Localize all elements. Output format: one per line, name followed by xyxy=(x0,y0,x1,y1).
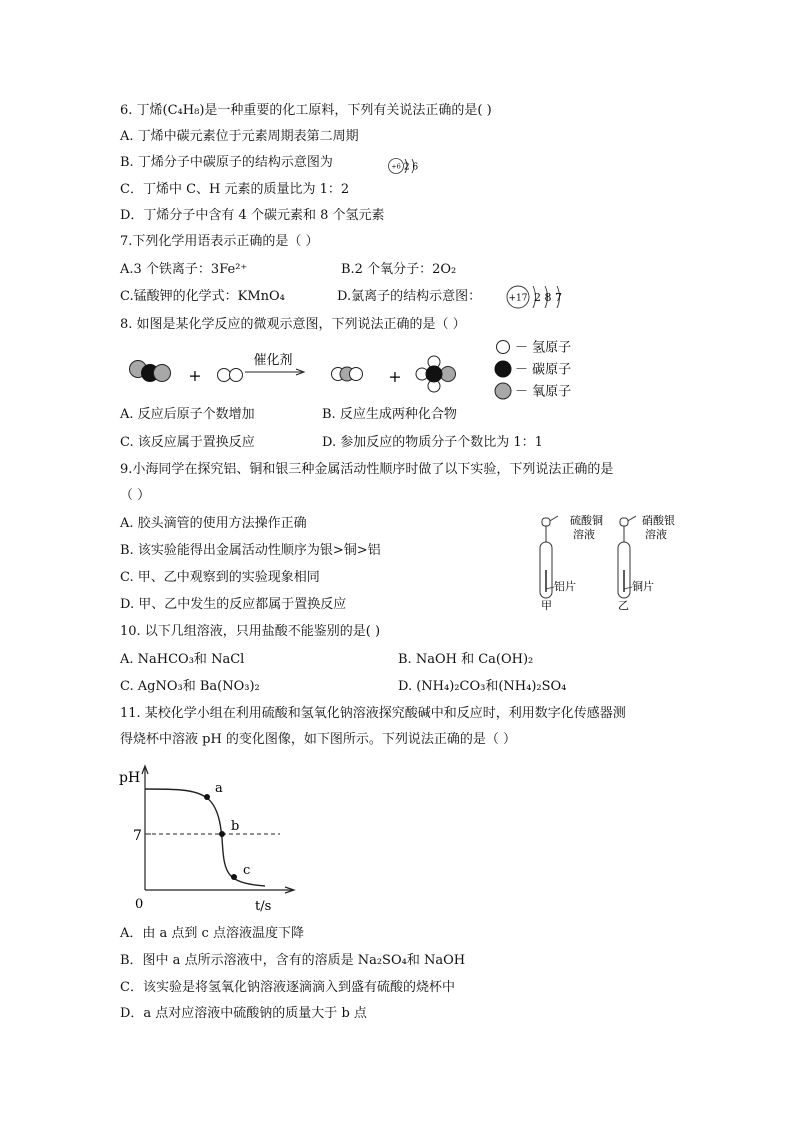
h2-molecule xyxy=(218,369,243,382)
chloride-ion-diagram xyxy=(505,282,575,312)
q6-stem: 6. 丁烯(C₄H₈)是一种重要的化工原料，下列有关说法正确的是( ) xyxy=(120,103,492,118)
q9-stem-line1: 9.小海同学在探究铝、铜和银三种金属活动性顺序时做了以下实验，下列说法正确的是 xyxy=(120,462,614,477)
point-c-label: c xyxy=(243,863,251,878)
yi-solution-label-1: 硝酸银 xyxy=(642,514,675,527)
q7-option-d: D.氯离子的结构示意图： xyxy=(337,289,482,304)
metal-experiment-figure xyxy=(530,512,700,612)
yi-label: 乙 xyxy=(618,599,629,612)
chloride-nucleus-label: +17 xyxy=(508,293,528,304)
q8-option-a: A. 反应后原子个数增加 xyxy=(120,407,255,422)
q7-option-c: C.锰酸钾的化学式：KMnO₄ xyxy=(120,289,285,304)
x-axis-label: t/s xyxy=(255,899,272,914)
q11-stem-line1: 11. 某校化学小组在利用硫酸和氢氧化钠溶液探究酸碱中和反应时，利用数字化传感器测 xyxy=(120,706,626,721)
product-molecule-1 xyxy=(332,367,363,381)
q6-option-b: B. 丁烯分子中碳原子的结构示意图为 xyxy=(120,155,333,170)
q8-option-b: B. 反应生成两种化合物 xyxy=(322,407,457,422)
legend-oxygen: － 氧原子 xyxy=(515,384,572,400)
jia-label: 甲 xyxy=(541,599,552,612)
co-molecule xyxy=(130,361,171,382)
q10-stem: 10. 以下几组溶液，只用盐酸不能鉴别的是( ) xyxy=(120,624,381,639)
yi-solution-label-2: 溶液 xyxy=(645,528,667,541)
carbon-shell-label: 2 6 xyxy=(403,162,419,173)
atom-legend xyxy=(495,341,571,400)
plus-sign-2: + xyxy=(388,367,402,386)
reaction-micro-diagram xyxy=(120,334,590,404)
jia-solution-label-2: 溶液 xyxy=(573,528,595,541)
q11-option-a: A．由 a 点到 c 点溶液温度下降 xyxy=(120,926,304,941)
q9-option-d: D. 甲、乙中发生的反应都属于置换反应 xyxy=(120,597,347,612)
q11-stem-line2: 得烧杯中溶液 pH 的变化图像，如下图所示。下列说法正确的是（ ） xyxy=(120,732,517,747)
product-molecule-2 xyxy=(416,356,456,392)
reaction-arrow xyxy=(245,352,304,375)
q10-option-d: D. (NH₄)₂CO₃和(NH₄)₂SO₄ xyxy=(398,679,567,694)
tube-yi xyxy=(618,513,675,612)
yi-metal-label: 铜片 xyxy=(632,580,654,593)
q11-option-b: B．图中 a 点所示溶液中，含有的溶质是 Na₂SO₄和 NaOH xyxy=(120,953,466,968)
jia-metal-label: 铝片 xyxy=(554,580,576,593)
y-axis-label: pH xyxy=(119,770,141,786)
q11-option-d: D．a 点对应溶液中硫酸钠的质量大于 b 点 xyxy=(120,1006,367,1021)
q8-stem: 8. 如图是某化学反应的微观示意图，下列说法正确的是（ ） xyxy=(120,317,466,332)
q6-option-d: D．丁烯分子中含有 4 个碳元素和 8 个氢元素 xyxy=(120,208,385,223)
point-c xyxy=(231,874,237,880)
q7-option-b: B.2 个氧分子：2O₂ xyxy=(341,262,457,277)
point-b xyxy=(219,831,225,837)
q7-stem: 7.下列化学用语表示正确的是（ ） xyxy=(120,234,319,249)
plus-sign: + xyxy=(188,366,202,385)
q6-option-c: C．丁烯中 C、H 元素的质量比为 1：2 xyxy=(120,182,350,197)
q10-option-c: C. AgNO₃和 Ba(NO₃)₂ xyxy=(120,679,260,694)
q11-option-c: C．该实验是将氢氧化钠溶液逐滴滴入到盛有硫酸的烧杯中 xyxy=(120,980,455,995)
q9-option-c: C. 甲、乙中观察到的实验现象相同 xyxy=(120,570,320,585)
carbon-nucleus-label: +6 xyxy=(391,162,401,171)
q10-option-b: B. NaOH 和 Ca(OH)₂ xyxy=(398,652,534,667)
q9-option-b: B. 该实验能得出金属活动性顺序为银>铜>铝 xyxy=(120,543,381,558)
q8-option-c: C. 该反应属于置换反应 xyxy=(120,435,255,450)
ph-curve-chart xyxy=(115,760,315,920)
jia-solution-label-1: 硫酸铜 xyxy=(570,514,603,527)
point-a xyxy=(204,794,210,800)
q8-option-d: D. 参加反应的物质分子个数比为 1：1 xyxy=(322,435,543,450)
q6-option-a: A. 丁烯中碳元素位于元素周期表第二周期 xyxy=(120,129,359,144)
legend-hydrogen: － 氢原子 xyxy=(515,340,572,356)
y-tick-7: 7 xyxy=(133,828,142,844)
point-b-label: b xyxy=(231,819,240,834)
q9-stem-line2: （ ） xyxy=(120,488,151,503)
legend-carbon: － 碳原子 xyxy=(515,362,572,378)
chloride-shell-label: 2 8 7 xyxy=(534,291,562,304)
q7-option-a: A.3 个铁离子：3Fe²⁺ xyxy=(120,262,248,277)
point-a-label: a xyxy=(215,781,223,796)
q10-option-a: A. NaHCO₃和 NaCl xyxy=(120,652,245,667)
carbon-atom-diagram xyxy=(388,156,428,176)
catalyst-label: 催化剂 xyxy=(253,353,293,368)
tube-jia xyxy=(540,513,603,612)
q9-option-a: A. 胶头滴管的使用方法操作正确 xyxy=(120,516,307,531)
origin-label: 0 xyxy=(135,897,144,912)
